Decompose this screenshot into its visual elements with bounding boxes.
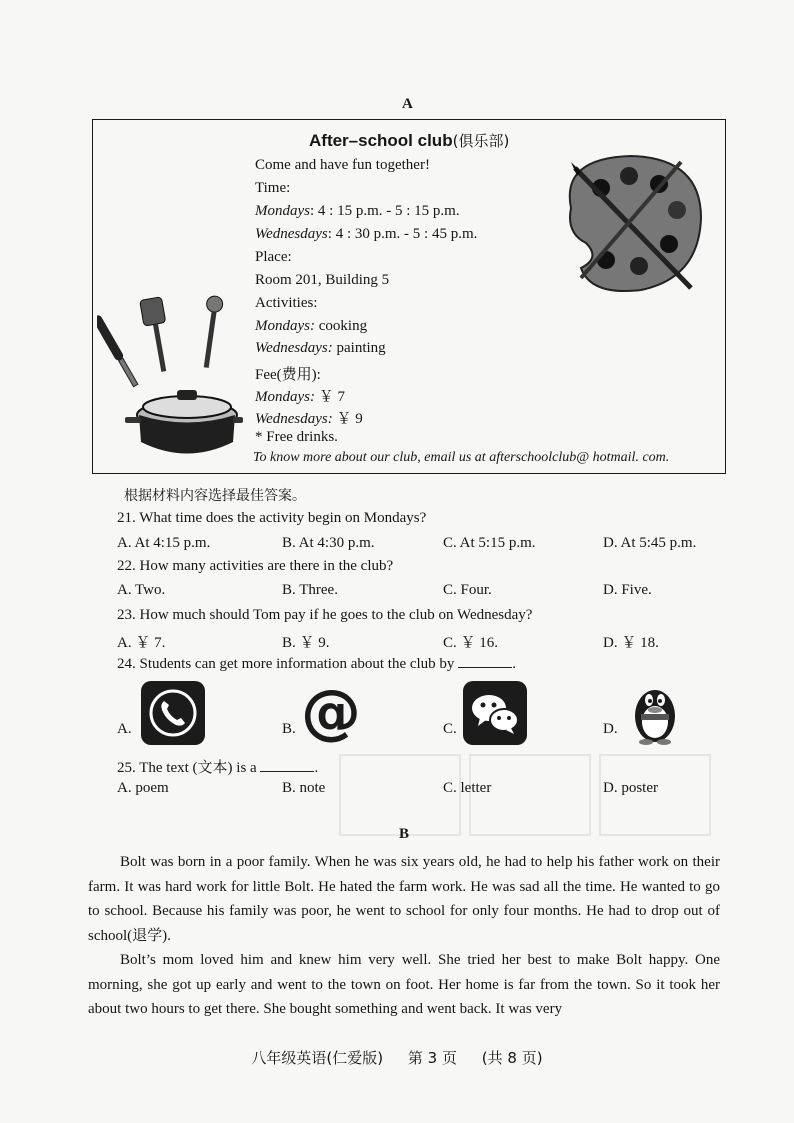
ad-place: Room 201, Building 5 bbox=[255, 272, 390, 288]
q22-option-a: A. Two. bbox=[117, 582, 166, 598]
ad-fee-label: Fee(费用): bbox=[255, 367, 321, 383]
q24-option-c: C. bbox=[443, 721, 457, 737]
ad-fee-wednesdays: Wednesdays: ￥ 9 bbox=[255, 411, 363, 427]
ad-activities-label: Activities: bbox=[255, 295, 318, 311]
q25-option-c: C. letter bbox=[443, 780, 492, 796]
ad-time-label: Time: bbox=[255, 180, 291, 196]
answer-blank bbox=[260, 759, 314, 772]
ad-tagline: Come and have fun together! bbox=[255, 157, 430, 173]
question-24: 24. Students can get more information about the club by . bbox=[117, 656, 516, 672]
club-advertisement bbox=[92, 119, 726, 474]
footer-subject: 八年级英语(仁爱版) bbox=[251, 1049, 384, 1067]
question-23: 23. How much should Tom pay if he goes to the club on Wednesday? bbox=[117, 607, 533, 623]
q21-option-b: B. At 4:30 p.m. bbox=[282, 535, 375, 551]
painting-palette-icon bbox=[551, 148, 707, 298]
wechat-icon bbox=[462, 680, 528, 746]
phone-icon bbox=[140, 680, 206, 746]
ad-place-label: Place: bbox=[255, 249, 292, 265]
q22-option-d: D. Five. bbox=[603, 582, 652, 598]
reading-passage bbox=[88, 850, 720, 1022]
qq-penguin-icon bbox=[622, 680, 688, 746]
ad-activity-mondays: Mondays: cooking bbox=[255, 318, 368, 334]
cooking-pot-icon bbox=[97, 290, 243, 460]
ad-time-mondays: Mondays: 4 : 15 p.m. - 5 : 15 p.m. bbox=[255, 203, 460, 219]
footer-total: (共 8 页) bbox=[481, 1049, 543, 1067]
ad-fee-mondays: Mondays: ￥ 7 bbox=[255, 389, 346, 405]
question-21: 21. What time does the activity begin on Mondays? bbox=[117, 510, 427, 526]
q23-option-a: A. ￥ 7. bbox=[117, 635, 166, 651]
passage-paragraph: Bolt was born in a poor family. When he was six years old, he had to help his father work on their farm. It was hard work for little Bolt. He hated the farm work. He was sad all the time. He wanted to go to school. Because his family was poor, he went to school for only four months. He had to drop out of school(退学). bbox=[88, 854, 720, 944]
q22-option-c: C. Four. bbox=[443, 582, 492, 598]
q21-option-a: A. At 4:15 p.m. bbox=[117, 535, 211, 551]
footer-page: 第 3 页 bbox=[407, 1049, 457, 1067]
q23-option-b: B. ￥ 9. bbox=[282, 635, 330, 651]
passage-paragraph: Bolt’s mom loved him and knew him very well. She tried her best to make Bolt happy. One morning, she got up early and went to the town on foot. Her home is far from the town. So it took her about two hours to get there. She bought something and went back. It was very bbox=[88, 952, 720, 1017]
q21-option-d: D. At 5:45 p.m. bbox=[603, 535, 697, 551]
ad-free-drinks: * Free drinks. bbox=[255, 429, 338, 445]
section-a-letter: A bbox=[402, 96, 413, 112]
ad-activity-wednesdays: Wednesdays: painting bbox=[255, 340, 386, 356]
q21-option-c: C. At 5:15 p.m. bbox=[443, 535, 536, 551]
at-sign-icon bbox=[298, 680, 364, 746]
ad-title: After–school club(俱乐部) bbox=[309, 131, 510, 150]
question-25: 25. The text (文本) is a . bbox=[117, 760, 319, 776]
q25-option-a: A. poem bbox=[117, 780, 169, 796]
ad-email-line: To know more about our club, email us at afterschoolclub@ hotmail. com. bbox=[253, 450, 670, 465]
instruction: 根据材料内容选择最佳答案。 bbox=[124, 488, 306, 504]
section-b-letter: B bbox=[399, 826, 410, 842]
q23-option-c: C. ￥ 16. bbox=[443, 635, 499, 651]
q24-option-d: D. bbox=[603, 721, 618, 737]
q25-option-d: D. poster bbox=[603, 780, 658, 796]
svg-text:@: @ bbox=[301, 680, 361, 746]
q22-option-b: B. Three. bbox=[282, 582, 338, 598]
answer-blank bbox=[458, 655, 512, 668]
q23-option-d: D. ￥ 18. bbox=[603, 635, 659, 651]
q24-option-a: A. bbox=[117, 721, 132, 737]
question-22: 22. How many activities are there in the club? bbox=[117, 558, 394, 574]
q24-option-b: B. bbox=[282, 721, 296, 737]
page-footer bbox=[0, 1047, 794, 1068]
q25-option-b: B. note bbox=[282, 780, 326, 796]
ad-time-wednesdays: Wednesdays: 4 : 30 p.m. - 5 : 45 p.m. bbox=[255, 226, 478, 242]
bleed-through-stamp bbox=[330, 750, 720, 840]
